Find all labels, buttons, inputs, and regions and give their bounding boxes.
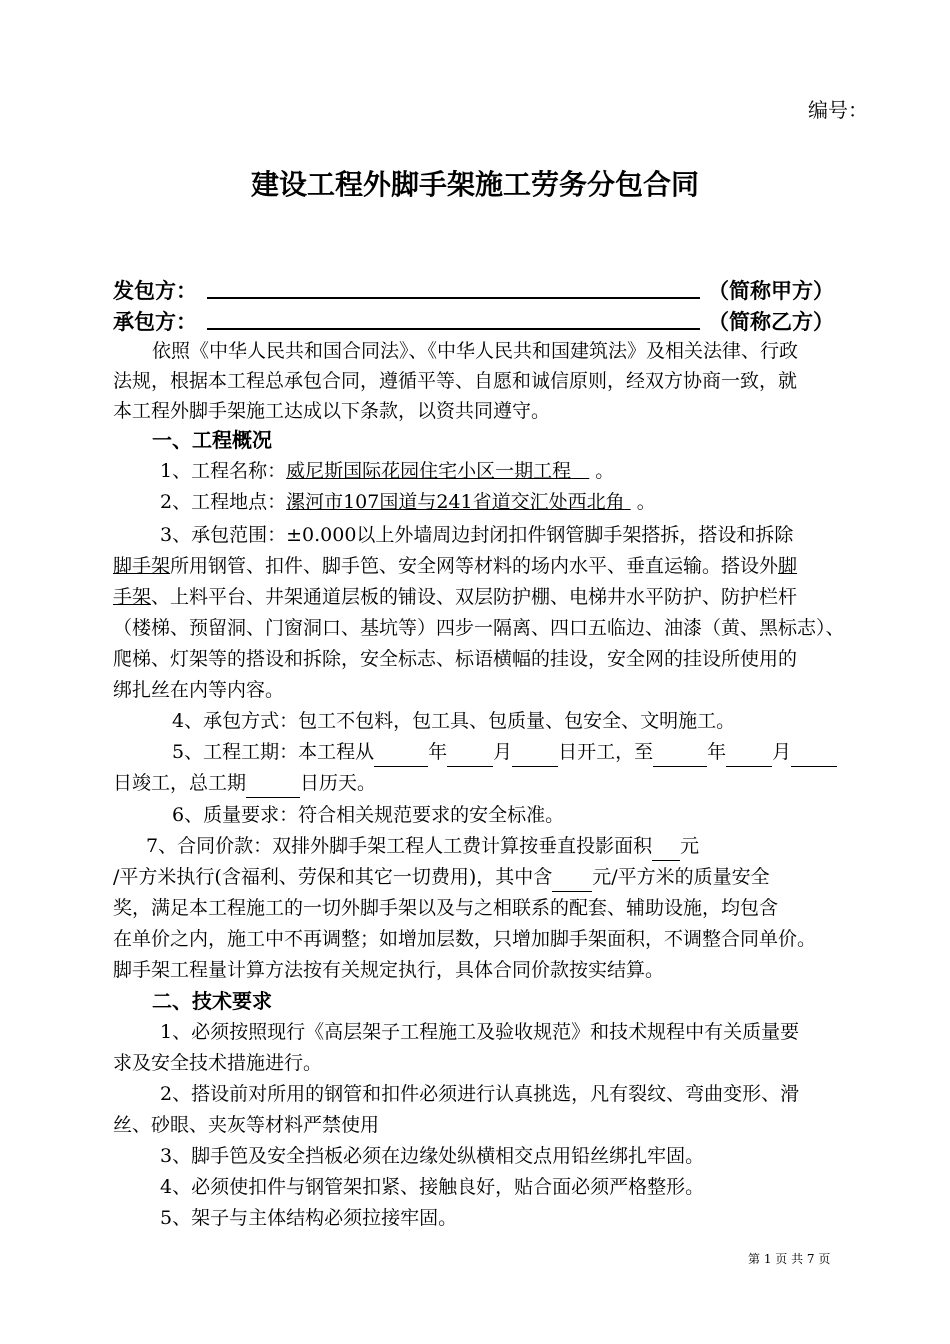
item-3-line-5: 爬梯、灯架等的搭设和拆除，安全标志、标语横幅的挂设，安全网的挂设所使用的 [113, 648, 798, 670]
req-2-line-2: 丝、砂眼、夹灰等材料严禁使用 [113, 1114, 380, 1136]
party-a-label: 发包方： [113, 279, 197, 303]
price-text-l2a: /平方米执行(含福利、劳保和其它一切费用)，其中含 [113, 866, 553, 888]
item-6-quality: 6、质量要求：符合相关规范要求的安全标准。 [172, 804, 565, 826]
req-2-line-1: 2、搭设前对所用的钢管和扣件必须进行认真挑选，凡有裂纹、弯曲变形、滑 [160, 1083, 800, 1105]
schedule-text-d: 日开工，至 [558, 741, 654, 763]
end-day-blank [791, 746, 837, 767]
intro-line-1: 依照《中华人民共和国合同法》、《中华人民共和国建筑法》及相关法律、行政 [152, 340, 799, 362]
start-month-blank [447, 746, 493, 767]
party-b-blank [207, 328, 700, 330]
item-7-price-line-4: 在单价之内，施工中不再调整；如增加层数，只增加脚手架面积，不调整合同单价。 [113, 928, 817, 950]
total-days-blank [246, 777, 300, 798]
project-location-pad [625, 491, 631, 513]
party-a-suffix: （简称甲方） [708, 279, 834, 303]
price-text-a: 7、合同价款：双排外脚手架工程人工费计算按垂直投影面积 [146, 835, 653, 857]
item-2-project-location [160, 487, 656, 517]
req-5: 5、架子与主体结构必须拉接牢固。 [160, 1207, 458, 1229]
req-4: 4、必须使扣件与钢管架扣紧、接触良好，贴合面必须严格整形。 [160, 1176, 705, 1198]
item-1-project-name [160, 456, 614, 486]
schedule-text-b: 年 [428, 741, 448, 763]
safety-bonus-blank [552, 871, 592, 892]
scaffold-term-2b: 手架 [113, 586, 152, 608]
contract-title: 建设工程外脚手架施工劳务分包合同 [250, 168, 699, 201]
item-3-line-1: 3、承包范围：±0.000以上外墙周边封闭扣件钢管脚手架搭拆，搭设和拆除 [160, 524, 794, 546]
item-3-line-3-text: 、上料平台、井架通道层板的铺设、双层防护棚、电梯井水平防护、防护栏杆 [151, 586, 798, 608]
scaffold-term-2a: 脚 [778, 555, 798, 577]
item-4-contract-mode: 4、承包方式：包工不包料，包工具、包质量、包安全、文明施工。 [172, 710, 736, 732]
section-1-heading: 一、工程概况 [152, 428, 272, 452]
req-3: 3、脚手笆及安全挡板必须在边缘处纵横相交点用铅丝绑扎牢固。 [160, 1145, 705, 1167]
start-year-blank [374, 746, 428, 767]
item-7-price-line-5: 脚手架工程量计算方法按有关规定执行，具体合同价款按实结算。 [113, 959, 665, 981]
item-3-line-4: （楼梯、预留洞、门窗洞口、基坑等）四步一隔离、四口五临边、油漆（黄、黑标志）、 [113, 617, 845, 639]
unit-price-blank [652, 840, 680, 861]
end-month-blank [726, 746, 772, 767]
project-location-value: 漯河市107国道与241省道交汇处西北角 [286, 491, 625, 513]
page-number-footer: 第 1 页 共 7 页 [748, 1252, 831, 1266]
schedule-text-a: 5、工程工期：本工程从 [172, 741, 375, 763]
intro-line-3: 本工程外脚手架施工达成以下条款，以资共同遵守。 [113, 400, 551, 422]
item-1-label: 1、工程名称： [160, 460, 287, 482]
item-1-end: 。 [595, 460, 615, 482]
schedule-text-f: 月 [772, 741, 792, 763]
item-7-price-line-1 [146, 831, 699, 861]
section-2-heading: 二、技术要求 [152, 989, 272, 1013]
item-2-label: 2、工程地点： [160, 491, 287, 513]
schedule-text-e: 年 [707, 741, 727, 763]
item-3-line-2-text: 所用钢管、扣件、脚手笆、安全网等材料的场内水平、垂直运输。搭设外 [170, 555, 779, 577]
party-b-label: 承包方： [113, 310, 197, 334]
end-year-blank [653, 746, 707, 767]
schedule-text-c: 月 [493, 741, 513, 763]
item-7-price-line-3: 奖，满足本工程施工的一切外脚手架以及与之相联系的配套、辅助设施，均包含 [113, 897, 779, 919]
price-text-l2b: 元/平方米的质量安全 [592, 866, 770, 888]
party-b-suffix: （简称乙方） [708, 310, 834, 334]
item-3-line-6: 绑扎丝在内等内容。 [113, 679, 285, 701]
price-text-b: 元 [680, 835, 700, 857]
project-name-pad [571, 460, 589, 482]
item-2-end: 。 [636, 491, 656, 513]
item-5-schedule-line-1 [172, 737, 837, 767]
req-1-line-1: 1、必须按照现行《高层架子工程施工及验收规范》和技术规程中有关质量要 [160, 1021, 800, 1043]
schedule-text-h: 日历天。 [300, 772, 377, 794]
start-day-blank [512, 746, 558, 767]
intro-line-2: 法规，根据本工程总承包合同，遵循平等、自愿和诚信原则，经双方协商一致，就 [113, 370, 798, 392]
serial-number-label: 编号： [808, 98, 868, 122]
item-3-line-2 [113, 551, 797, 581]
item-3-line-3 [113, 582, 797, 612]
schedule-text-g: 日竣工，总工期 [113, 772, 247, 794]
item-5-schedule-line-2 [113, 768, 376, 798]
scaffold-term-1: 脚手架 [113, 555, 171, 577]
req-1-line-2: 求及安全技术措施进行。 [113, 1052, 323, 1074]
party-a-blank [207, 297, 700, 299]
item-7-price-line-2 [113, 862, 770, 892]
project-name-value: 威尼斯国际花园住宅小区一期工程 [286, 460, 572, 482]
